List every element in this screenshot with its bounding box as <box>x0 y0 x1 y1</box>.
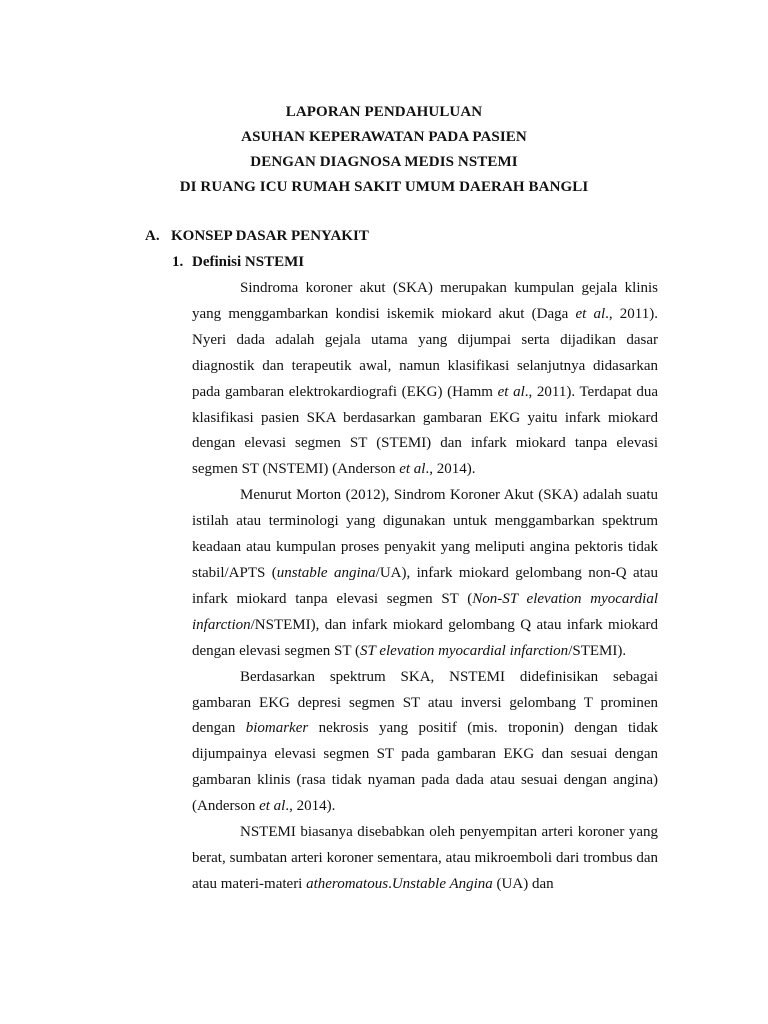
italic-run: atheromatous <box>306 875 389 892</box>
text-run: /STEMI). <box>568 642 627 659</box>
document-title <box>0 100 768 200</box>
italic-run: ST elevation myocardial infarction <box>360 642 569 659</box>
italic-run: biomarker <box>245 720 309 737</box>
text-run: . <box>388 875 392 892</box>
italic-run: et al <box>259 798 286 815</box>
text-run: (UA) dan <box>492 875 554 892</box>
text-run: /NSTEMI), dan infark miokard gelombang Q atau infark miokard dengan elevasi segmen ST ( <box>192 616 658 659</box>
paragraph-4 <box>192 820 658 898</box>
text-run: ., 2014). <box>285 798 336 815</box>
italic-run: Non-ST elevation myocardial infarction <box>192 590 659 633</box>
italic-run: Unstable Angina <box>391 875 493 892</box>
subsection-heading <box>172 254 304 271</box>
italic-run: et al <box>497 383 525 400</box>
text-run: ., 2011). Nyeri dada adalah gejala utama yang dijumpai serta dijadikan dasar diagnostik dan terapeutik awal, namun klasifikasi selanjutnya didasarkan pada gambaran elektrokardiografi (EKG) (Hamm <box>192 305 658 400</box>
section-heading-text: KONSEP DASAR PENYAKIT <box>171 228 369 244</box>
text-run: /UA), infark miokard gelombang non-Q atau infark miokard tanpa elevasi segmen ST ( <box>192 564 659 607</box>
text-run: Berdasarkan spektrum SKA, NSTEMI didefinisikan sebagai gambaran EKG depresi segmen ST atau inversi gelombang T prominen dengan <box>192 668 658 737</box>
paragraph-2 <box>192 483 658 664</box>
body-text <box>192 276 658 898</box>
title-line: DENGAN DIAGNOSA MEDIS NSTEMI <box>250 154 518 170</box>
section-heading <box>145 228 369 245</box>
italic-run: et al <box>575 305 606 322</box>
subsection-heading-text: Definisi NSTEMI <box>192 254 305 270</box>
text-run: nekrosis yang positif (mis. troponin) dengan tidak dijumpainya elevasi segmen ST pada gambaran EKG dan sesuai dengan gambaran klinis (rasa tidak nyaman pada dada atau sesuai dengan angina) (Anderson <box>192 720 658 815</box>
title-line: ASUHAN KEPERAWATAN PADA PASIEN <box>241 129 527 145</box>
text-run: ., 2011). Terdapat dua klasifikasi pasien SKA berdasarkan gambaran EKG yaitu infark miokard dengan elevasi segmen ST (STEMI) dan infark miokard tanpa elevasi segmen ST (NSTEMI) (Anderson <box>192 383 658 478</box>
section-letter: A. <box>145 228 160 244</box>
italic-run: et al <box>399 461 426 478</box>
title-line: DI RUANG ICU RUMAH SAKIT UMUM DAERAH BANGLI <box>179 179 589 195</box>
text-run: ., 2014). <box>425 461 476 478</box>
paragraph-1 <box>192 276 658 483</box>
italic-run: unstable angina <box>276 564 376 581</box>
text-run: Sindroma koroner akut (SKA) merupakan kumpulan gejala klinis yang menggambarkan kondisi iskemik miokard akut (Daga <box>192 280 658 322</box>
title-line: LAPORAN PENDAHULUAN <box>285 104 483 120</box>
text-run: NSTEMI biasanya disebabkan oleh penyempitan arteri koroner yang berat, sumbatan arteri koroner sementara, atau mikroemboli dari trombus dan atau materi-materi <box>192 824 658 892</box>
paragraph-3 <box>192 665 658 820</box>
subsection-number: 1. <box>172 254 184 270</box>
text-run: Menurut Morton (2012), Sindrom Koroner Akut (SKA) adalah suatu istilah atau terminologi yang digunakan untuk menggambarkan spektrum keadaan atau kumpulan proses penyakit yang meliputi angina pektoris tidak stabil/APTS ( <box>192 487 658 581</box>
